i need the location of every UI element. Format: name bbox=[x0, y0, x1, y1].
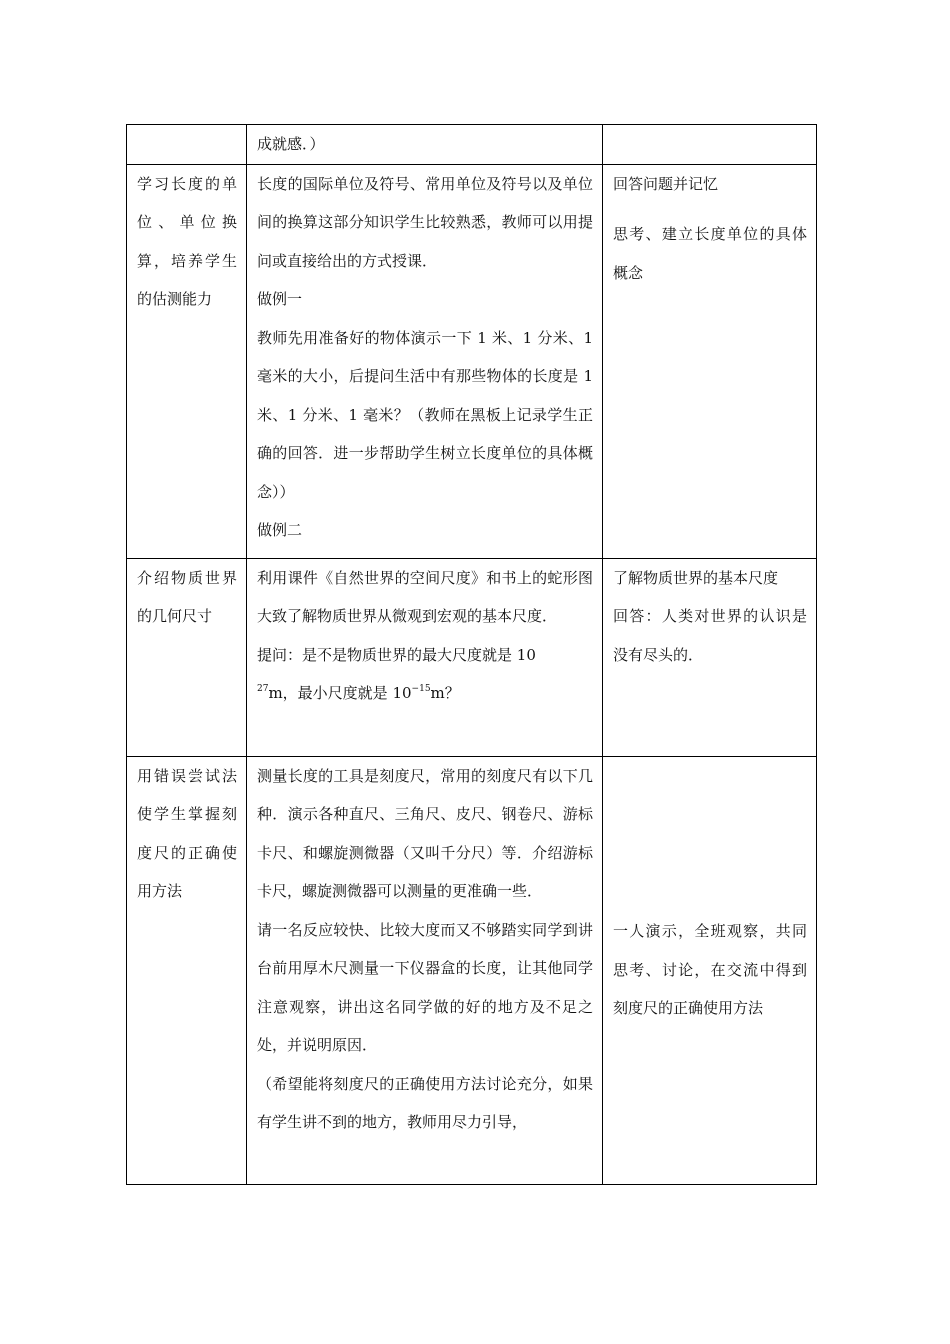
topic-cell: 用错误尝试法使学生掌握刻度尺的正确使用方法 bbox=[127, 756, 247, 1184]
student-activity-cell bbox=[603, 756, 817, 1184]
teacher-activity-cell bbox=[247, 164, 603, 558]
question-paragraph: 提问：是不是物质世界的最大尺度就是 10 $^{27}$m，最小尺度就是 $10^{-15}m$？ bbox=[257, 645, 536, 702]
topic-cell: 介绍物质世界的几何尺寸 bbox=[127, 558, 247, 756]
paragraph: 做例一 bbox=[257, 290, 303, 308]
paragraph: 回答：人类对世界的认识是没有尽头的． bbox=[613, 607, 807, 664]
paragraph: 一人演示，全班观察，共同思考、讨论，在交流中得到刻度尺的正确使用方法 bbox=[613, 922, 807, 1018]
exponent: −15 bbox=[411, 684, 431, 694]
student-activity-cell bbox=[603, 558, 817, 756]
lesson-plan-table bbox=[126, 124, 817, 1185]
teacher-activity-cell bbox=[247, 558, 603, 756]
student-activity-cell bbox=[603, 125, 817, 165]
paragraph: 思考、建立长度单位的具体概念 bbox=[613, 225, 807, 282]
exponent: 27 bbox=[257, 684, 269, 694]
paragraph: 利用课件《自然世界的空间尺度》和书上的蛇形图大致了解物质世界从微观到宏观的基本尺度． bbox=[257, 568, 593, 625]
paragraph: 了解物质世界的基本尺度 bbox=[613, 568, 779, 587]
paragraph: 成就感．） bbox=[257, 135, 325, 153]
paragraph: 回答问题并记忆 bbox=[613, 174, 719, 193]
paragraph: 测量长度的工具是刻度尺，常用的刻度尺有以下几种．演示各种直尺、三角尺、皮尺、钢卷尺、游标卡尺、和螺旋测微器（又叫千分尺）等．介绍游标卡尺，螺旋测微器可以测量的更准确一些． bbox=[257, 766, 593, 900]
paragraph: 教师先用准备好的物体演示一下 1 米、1 分米、1 毫米的大小，后提问生活中有那些物体的长度是 1 米、1 分米、1 毫米？（教师在黑板上记录学生正确的回答．进一步帮助学生树立长度单位的具体概念）） bbox=[257, 328, 593, 501]
student-activity-cell bbox=[603, 164, 817, 558]
teacher-activity-cell bbox=[247, 125, 603, 165]
teacher-activity-cell bbox=[247, 756, 603, 1184]
topic-cell: 学习长度的单位、单位换算，培养学生的估测能力 bbox=[127, 164, 247, 558]
paragraph: （希望能将刻度尺的正确使用方法讨论充分，如果有学生讲不到的地方，教师用尽力引导， bbox=[257, 1074, 593, 1131]
table-row bbox=[127, 756, 817, 1184]
paragraph: 做例二 bbox=[257, 521, 303, 539]
table-row bbox=[127, 558, 817, 756]
table-row bbox=[127, 164, 817, 558]
table-row bbox=[127, 125, 817, 165]
paragraph: 请一名反应较快、比较大度而又不够踏实同学到讲台前用厚木尺测量一下仪器盒的长度，让其他同学注意观察，讲出这名同学做的好的地方及不足之处，并说明原因． bbox=[257, 920, 593, 1054]
topic-cell bbox=[127, 125, 247, 165]
paragraph: 长度的国际单位及符号、常用单位及符号以及单位间的换算这部分知识学生比较熟悉，教师可以用提问或直接给出的方式授课． bbox=[257, 174, 593, 270]
